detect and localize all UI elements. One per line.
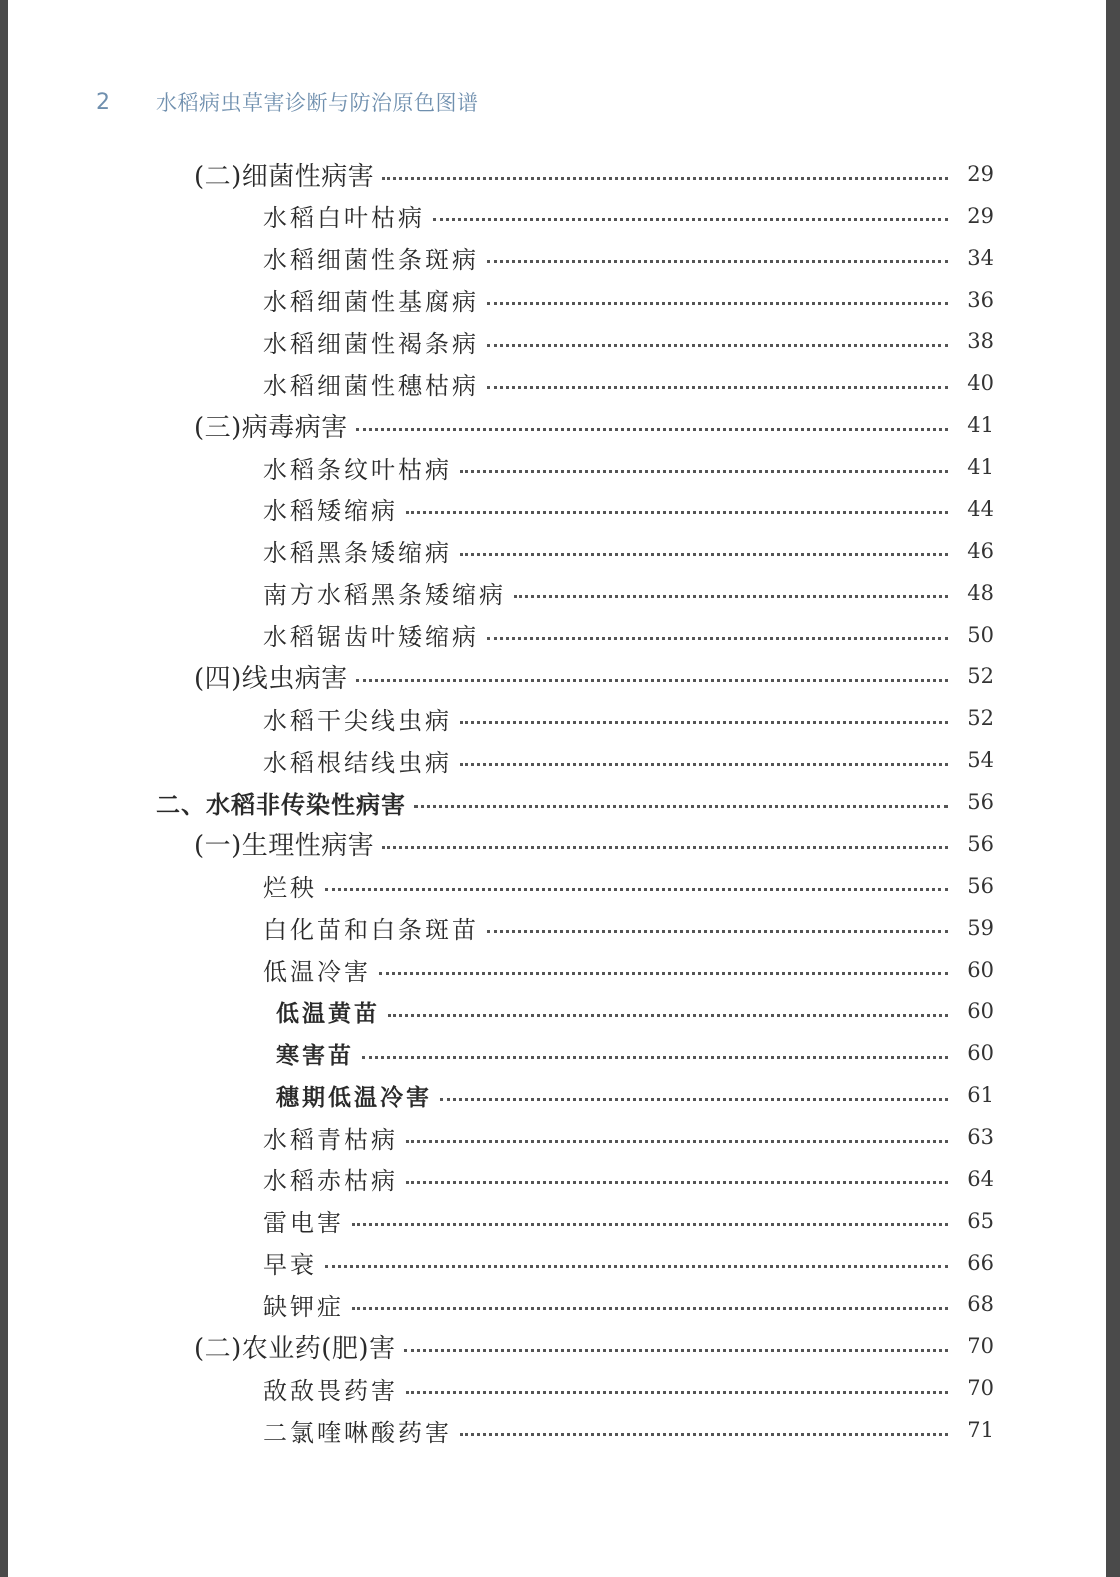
dot-leader [514, 595, 948, 598]
toc-entry-title: 寒害苗 [276, 1041, 354, 1069]
toc-entry-title: 烂秧 [263, 874, 317, 903]
dot-leader [382, 177, 948, 180]
dot-leader [356, 428, 948, 431]
toc-entry-page: 65 [967, 1208, 994, 1233]
dot-leader [440, 1098, 948, 1101]
toc-entry [263, 238, 994, 278]
toc-entry-title: 敌敌畏药害 [263, 1376, 398, 1405]
toc-entry-title: 南方水稻黑条矮缩病 [263, 581, 506, 610]
toc-entry-title: 水稻细菌性条斑病 [263, 246, 479, 275]
dot-leader [325, 888, 948, 891]
toc-entry-title: 水稻条纹叶枯病 [263, 455, 452, 484]
toc-entry-page: 70 [967, 1376, 994, 1401]
toc-entry-title: (四)线虫病害 [194, 663, 348, 694]
toc-entry-title: 水稻干尖线虫病 [263, 706, 452, 735]
toc-entry-title: 低温黄苗 [276, 999, 380, 1027]
toc-entry [263, 280, 994, 320]
toc-entry-page: 34 [967, 245, 994, 270]
dot-leader [325, 1265, 948, 1268]
toc-entry [263, 1201, 994, 1241]
toc-entry-page: 41 [967, 455, 994, 480]
toc-entry-page: 56 [967, 873, 994, 898]
dot-leader [487, 637, 948, 640]
toc-entry-page: 36 [967, 287, 994, 312]
toc-entry-page: 56 [967, 790, 994, 815]
dot-leader [460, 721, 948, 724]
toc-entry-page: 48 [967, 580, 994, 605]
dot-leader [460, 470, 948, 473]
toc-entry-page: 60 [967, 1041, 994, 1066]
toc-entry-page: 52 [967, 706, 994, 731]
toc-entry-title: 缺钾症 [263, 1292, 344, 1321]
dot-leader [352, 1307, 948, 1310]
toc-entry [263, 1117, 994, 1157]
toc-entry-title: 水稻细菌性基腐病 [263, 288, 479, 317]
toc-entry-page: 40 [967, 371, 994, 396]
table-of-contents [8, 0, 1106, 1577]
toc-entry [263, 489, 994, 529]
toc-entry-title: 水稻锯齿叶矮缩病 [263, 623, 479, 652]
toc-entry-title: 水稻青枯病 [263, 1125, 398, 1154]
toc-entry [194, 824, 994, 864]
toc-entry-page: 38 [967, 329, 994, 354]
toc-entry-title: (二)农业药(肥)害 [194, 1333, 396, 1364]
toc-entry-title: 二氯喹啉酸药害 [263, 1418, 452, 1447]
toc-entry-title: (三)病毒病害 [194, 412, 348, 443]
toc-entry [263, 321, 994, 361]
toc-entry-title: (二)细菌性病害 [194, 161, 375, 192]
dot-leader [433, 218, 948, 221]
dot-leader [487, 302, 948, 305]
dot-leader [379, 972, 948, 975]
toc-entry-page: 60 [967, 999, 994, 1024]
dot-leader [406, 1140, 948, 1143]
dot-leader [404, 1349, 948, 1352]
toc-entry [194, 656, 994, 696]
toc-entry [263, 740, 994, 780]
toc-entry [263, 363, 994, 403]
toc-entry-title: (一)生理性病害 [194, 831, 375, 862]
dot-leader [460, 763, 948, 766]
toc-entry [276, 1033, 994, 1073]
toc-entry-title: 穗期低温冷害 [276, 1083, 432, 1111]
page-number: 2 [96, 89, 110, 115]
toc-entry-page: 44 [967, 496, 994, 521]
dot-leader [487, 930, 948, 933]
toc-entry-title: 水稻细菌性穗枯病 [263, 371, 479, 400]
toc-entry-title: 二、水稻非传染性病害 [156, 790, 406, 819]
dot-leader [352, 1223, 948, 1226]
toc-entry [263, 1284, 994, 1324]
dot-leader [356, 679, 948, 682]
toc-entry [263, 866, 994, 906]
toc-entry-page: 71 [967, 1418, 994, 1443]
toc-entry [263, 615, 994, 655]
toc-entry-page: 66 [967, 1250, 994, 1275]
dot-leader [388, 1014, 948, 1017]
toc-entry [276, 991, 994, 1031]
toc-entry-title: 水稻细菌性褐条病 [263, 329, 479, 358]
dot-leader [460, 553, 948, 556]
toc-entry-page: 63 [967, 1125, 994, 1149]
toc-entry [263, 908, 994, 948]
toc-entry [263, 1368, 994, 1408]
toc-entry-title: 雷电害 [263, 1209, 344, 1238]
toc-entry [263, 531, 994, 571]
toc-entry-page: 59 [967, 915, 994, 940]
toc-entry [194, 154, 994, 194]
toc-entry-title: 低温冷害 [263, 958, 371, 987]
toc-entry-page: 29 [967, 203, 994, 228]
toc-entry-title: 白化苗和白条斑苗 [263, 916, 479, 945]
dot-leader [414, 805, 948, 808]
toc-entry-page: 52 [967, 664, 994, 689]
toc-entry-title: 水稻赤枯病 [263, 1167, 398, 1196]
toc-entry-page: 29 [967, 162, 994, 186]
toc-entry [194, 405, 994, 445]
dot-leader [406, 511, 948, 514]
dot-leader [487, 260, 948, 263]
toc-entry-title: 早衰 [263, 1251, 317, 1280]
toc-page [8, 0, 1106, 1577]
toc-entry-page: 54 [967, 748, 994, 773]
toc-entry-title: 水稻矮缩病 [263, 497, 398, 526]
toc-entry-title: 水稻黑条矮缩病 [263, 539, 452, 568]
dot-leader [362, 1056, 948, 1059]
dot-leader [487, 344, 948, 347]
dot-leader [406, 1391, 948, 1394]
toc-entry-page: 56 [967, 831, 994, 856]
toc-entry-page: 70 [967, 1334, 994, 1359]
toc-entry-title: 水稻根结线虫病 [263, 748, 452, 777]
toc-entry [263, 1243, 994, 1283]
toc-entry-title: 水稻白叶枯病 [263, 204, 425, 233]
toc-entry [263, 447, 994, 487]
toc-entry-page: 61 [967, 1083, 994, 1108]
toc-entry-page: 46 [967, 538, 994, 563]
toc-entry [156, 782, 994, 822]
toc-entry [263, 950, 994, 990]
toc-entry-page: 68 [967, 1292, 994, 1317]
toc-entry-page: 50 [967, 622, 994, 647]
toc-entry-page: 41 [967, 413, 994, 438]
toc-entry [263, 573, 994, 613]
dot-leader [487, 386, 948, 389]
toc-entry-page: 60 [967, 957, 994, 982]
toc-entry [276, 1075, 994, 1115]
toc-entry [263, 196, 994, 236]
book-title: 水稻病虫草害诊断与防治原色图谱 [156, 91, 479, 115]
dot-leader [460, 1433, 948, 1436]
toc-entry [263, 1410, 994, 1450]
toc-entry [263, 698, 994, 738]
dot-leader [382, 846, 948, 849]
toc-entry [194, 1326, 994, 1366]
toc-entry-page: 64 [967, 1166, 994, 1191]
dot-leader [406, 1181, 948, 1184]
toc-entry [263, 1159, 994, 1199]
